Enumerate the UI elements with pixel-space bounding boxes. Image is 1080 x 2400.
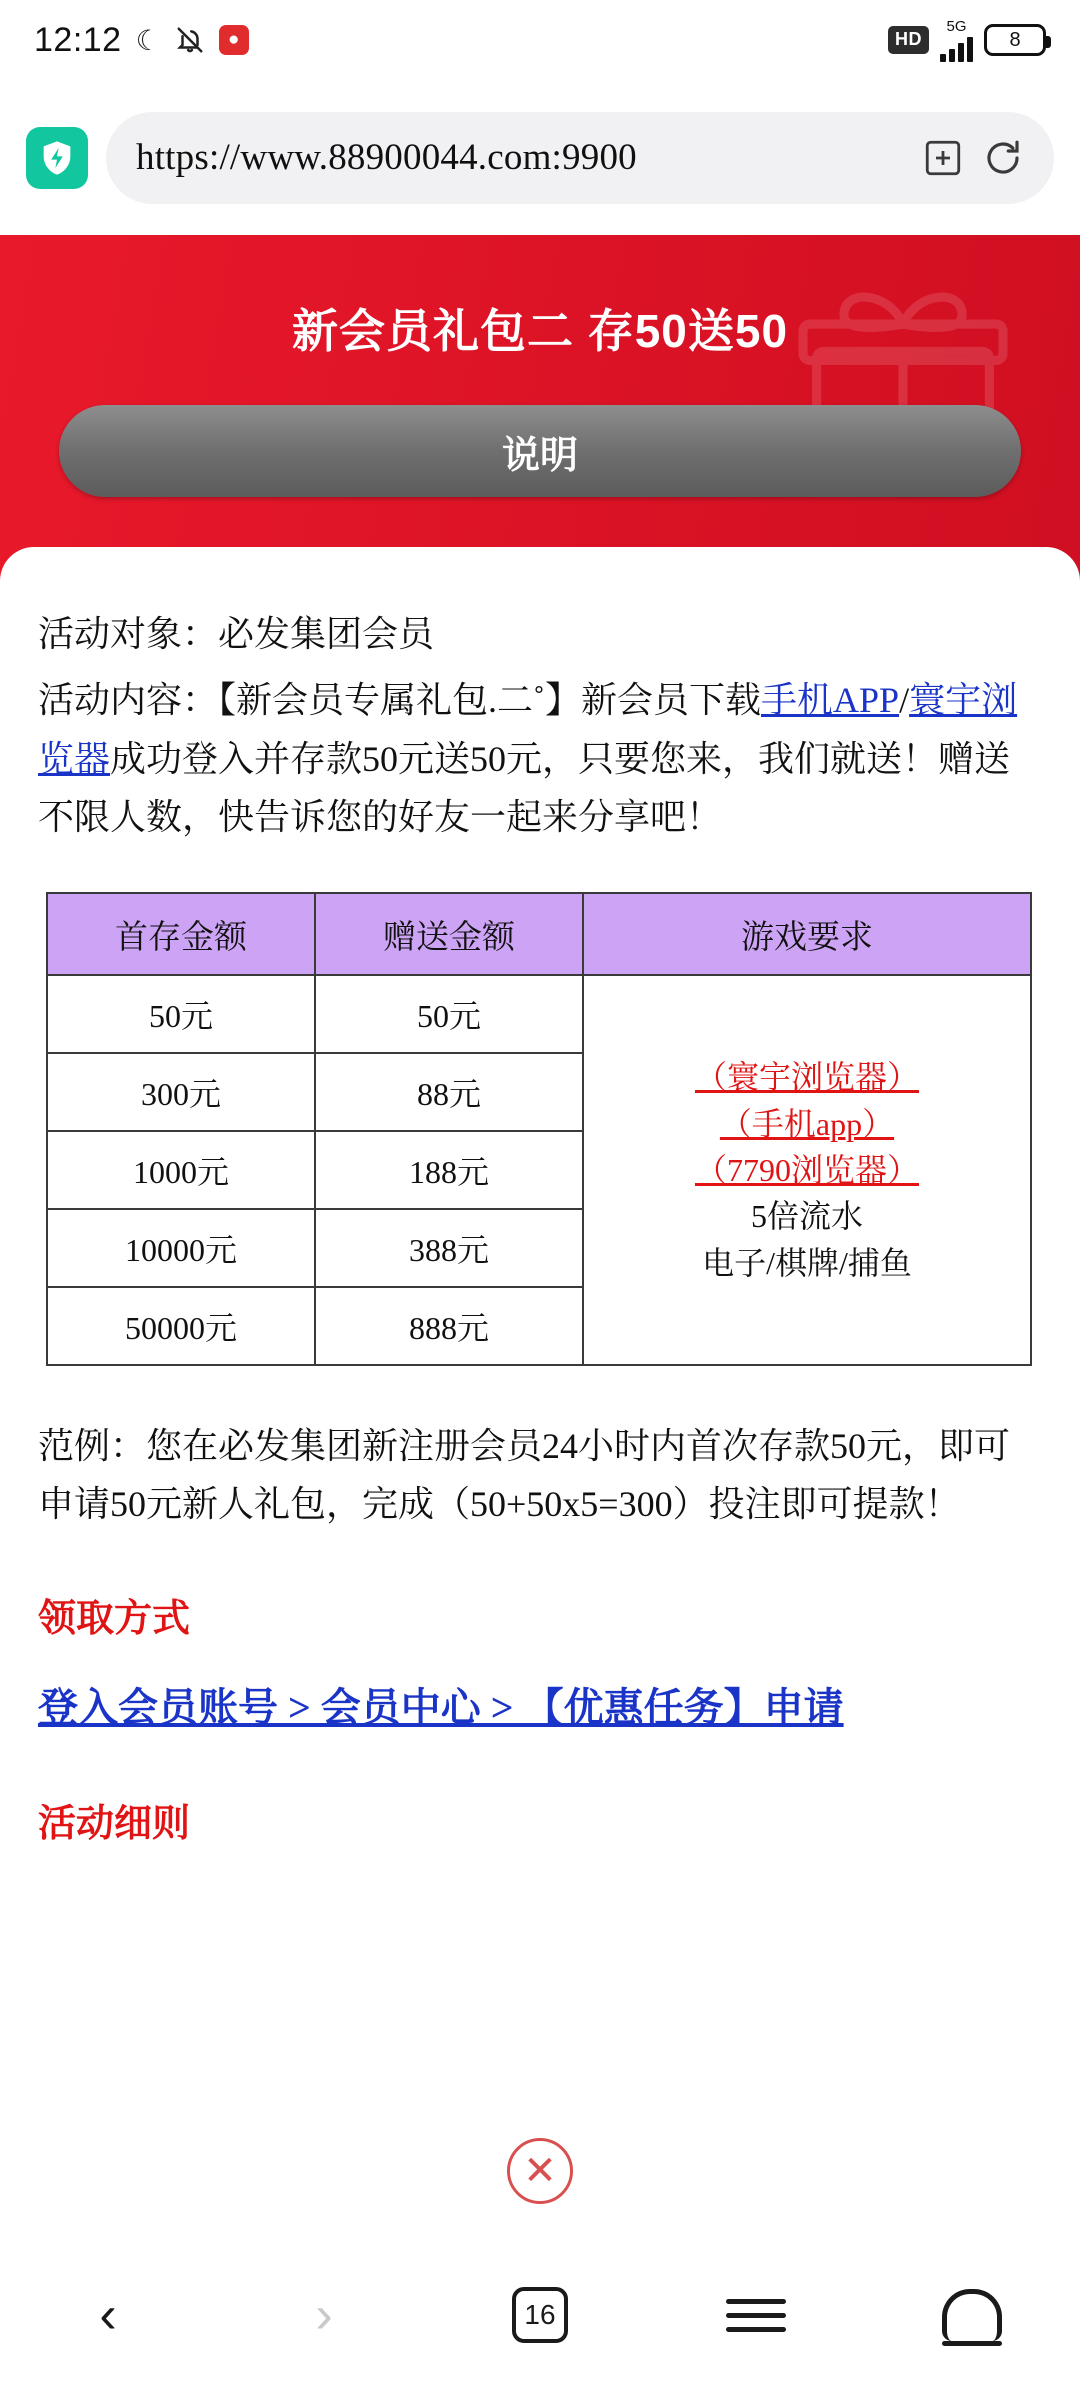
activity-content-label: 活动内容： (38, 680, 219, 721)
description-button[interactable]: 说明 (59, 405, 1021, 497)
activity-target-label: 活动对象： (38, 614, 219, 654)
requirement-games: 电子/棋牌/捕鱼 (702, 1244, 912, 1281)
bonus-table (46, 892, 1032, 1366)
reload-icon[interactable] (982, 137, 1024, 179)
battery-icon (984, 24, 1046, 56)
menu-button[interactable] (681, 2265, 831, 2365)
close-button-wrap (0, 2138, 1080, 2204)
cell-requirement (583, 975, 1031, 1365)
hd-icon: HD (888, 26, 929, 54)
browser-download-link[interactable]: 寰宇浏览器 (38, 680, 1018, 779)
requirement-line-1: （寰宇浏览器） (694, 1059, 919, 1096)
example-note: 范例：您在必发集团新注册会员24小时内首次存款50元，即可申请50元新人礼包，完成（50+50x5=300）投注即可提款！ (38, 1426, 1011, 1524)
back-chevron-icon: ‹ (99, 2286, 117, 2344)
rules-heading: 活动细则 (38, 1803, 191, 1846)
tab-count-icon: 16 (512, 2287, 568, 2343)
table-header-deposit: 首存金额 (47, 893, 315, 975)
cell-deposit: 1000元 (47, 1131, 315, 1209)
bottom-navigation-bar (0, 2230, 1080, 2400)
cell-bonus: 388元 (315, 1209, 583, 1287)
url-bar[interactable] (106, 112, 1054, 204)
cell-deposit: 50000元 (47, 1287, 315, 1365)
page-title: 新会员礼包二 存50送50 (291, 305, 789, 357)
table-header-bonus: 赠送金额 (315, 893, 583, 975)
network-indicator (940, 19, 973, 62)
link-separator: / (899, 680, 910, 721)
activity-content-part2: 成功登入并存款50元送50元，只要您来，我们就送！赠送不限人数，快告诉您的好友一起来分享吧！ (38, 738, 1011, 837)
shield-icon[interactable] (26, 127, 88, 189)
forward-chevron-icon: › (315, 2286, 333, 2344)
add-bookmark-icon[interactable] (922, 137, 964, 179)
activity-target-value: 必发集团会员 (218, 614, 435, 654)
network-label: 5G (946, 17, 967, 35)
home-icon (942, 2289, 1002, 2341)
cell-deposit: 50元 (47, 975, 315, 1053)
status-bar-right (888, 19, 1046, 62)
table-header-row (47, 893, 1031, 975)
cell-deposit: 10000元 (47, 1209, 315, 1287)
app-download-link[interactable]: 手机APP (761, 680, 900, 721)
cell-bonus: 88元 (315, 1053, 583, 1131)
cell-bonus: 888元 (315, 1287, 583, 1365)
promo-page (0, 235, 1080, 2230)
claim-path-link[interactable]: 登入会员账号 > 会员中心 > 【优惠任务】申请 (38, 1685, 844, 1731)
requirement-line-3: （7790浏览器） (694, 1152, 919, 1189)
table-row (47, 975, 1031, 1053)
status-bar-left (34, 21, 249, 60)
home-button[interactable] (897, 2265, 1047, 2365)
activity-content-line (38, 671, 1042, 846)
table-header-requirement: 游戏要求 (583, 893, 1031, 975)
bell-off-icon (175, 25, 205, 55)
status-bar (0, 0, 1080, 80)
status-time: 12:12 (34, 20, 122, 59)
cell-bonus: 188元 (315, 1131, 583, 1209)
cell-deposit: 300元 (47, 1053, 315, 1131)
activity-content-part1: 【新会员专属礼包.二˚】新会员下载 (218, 680, 762, 721)
claim-heading: 领取方式 (38, 1598, 191, 1641)
battery-level: 8 (1009, 28, 1021, 51)
activity-target-line (38, 605, 1042, 663)
promo-content-sheet (0, 547, 1080, 2230)
requirement-line-2: （手机app） (719, 1105, 895, 1142)
requirement-rollover: 5倍流水 (750, 1198, 863, 1235)
signal-bars-icon (940, 36, 973, 62)
browser-toolbar (0, 80, 1080, 235)
cell-bonus: 50元 (315, 975, 583, 1053)
url-text[interactable]: https://www.88900044.com:9900 (136, 137, 637, 178)
tabs-button[interactable] (465, 2265, 615, 2365)
menu-icon (726, 2290, 786, 2341)
back-button[interactable] (33, 2265, 183, 2365)
app-badge-icon: ● (219, 25, 249, 55)
moon-icon: ☾ (135, 24, 161, 56)
close-icon[interactable]: ✕ (507, 2138, 573, 2204)
forward-button[interactable] (249, 2265, 399, 2365)
